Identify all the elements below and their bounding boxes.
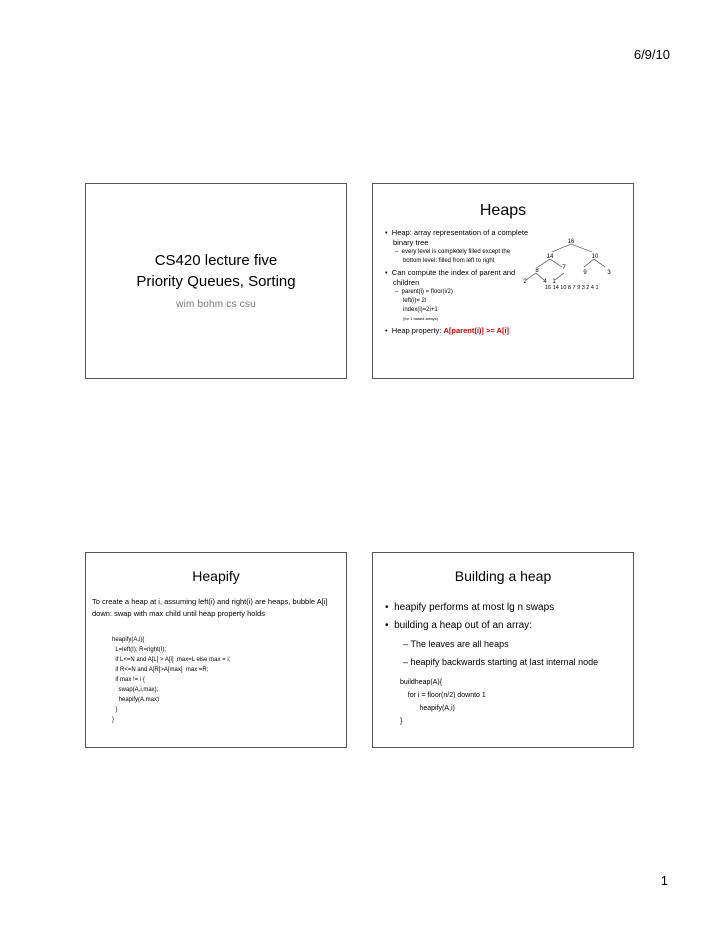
code-line: for i = floor(n/2) downto 1 xyxy=(400,692,486,699)
code-line: swap(A,i,max); xyxy=(112,687,159,693)
code-line: if L<=N and A[L] > A[i] max=L else max = i; xyxy=(112,657,231,663)
code-line: } xyxy=(112,717,115,723)
slide-title-heading xyxy=(86,250,346,292)
tree-node: 9 xyxy=(583,270,587,276)
tree-node: 7 xyxy=(562,265,566,271)
slide-building-heap xyxy=(372,552,634,748)
code-block xyxy=(112,635,230,725)
sub-bullet: – The leaves are all heaps xyxy=(403,639,509,649)
author: wim bohm cs csu xyxy=(176,299,256,310)
code-line: } xyxy=(112,707,118,713)
slide-heading: Heapify xyxy=(192,568,240,584)
formula: index(i)=2i+1 xyxy=(403,307,438,313)
sub-bullet: – parent(i) = floor(i/2) xyxy=(395,289,453,295)
bullet: • heapify performs at most lg n swaps xyxy=(385,602,555,613)
page-number: 1 xyxy=(660,873,668,888)
sub-bullet: – every level is completely filled except the bottom level: filled from left to right xyxy=(395,249,511,264)
footnote: (for 1 based arrays) xyxy=(403,316,438,321)
heap-array: 16 14 10 8 7 9 3 2 4 1 xyxy=(545,285,599,291)
lecture-subtitle: Priority Queues, Sorting xyxy=(136,273,296,290)
lecture-title: CS420 lecture five xyxy=(154,252,278,269)
bullet-heap-property: • Heap property: A[parent(i)] >= A[i] xyxy=(385,326,510,335)
code-line: buildheap(A){ xyxy=(400,679,443,686)
tree-node: 4 xyxy=(543,279,547,284)
code-line: if R<=N and A[R]>A[max] max =R; xyxy=(112,667,209,673)
code-line: } xyxy=(400,718,403,725)
date: 6/9/10 xyxy=(633,47,670,62)
tree-node: 2 xyxy=(523,279,527,284)
bullet: • Heap: array representation of a complete binary tree xyxy=(385,228,529,247)
code-block xyxy=(400,676,486,728)
slide-heading: Building a heap xyxy=(454,568,552,584)
tree-node: 3 xyxy=(607,270,611,276)
tree-node: 14 xyxy=(546,254,554,260)
sub-bullet: – heapify backwards starting at last internal node xyxy=(403,657,599,667)
slide-heaps xyxy=(372,183,634,379)
code-line: L=left(I); R=right(I); xyxy=(112,647,167,653)
slide-title xyxy=(85,183,347,379)
slide-heading: Heaps xyxy=(479,202,527,219)
tree-node: 1 xyxy=(552,279,556,284)
intro-text: To create a heap at i, assuming left(i) and right(i) are heaps, bubble A[i] down: swap with max child until heap property holds xyxy=(92,597,328,618)
code-line: heapify(A.max) xyxy=(112,697,160,703)
binary-tree-diagram xyxy=(509,234,629,284)
heap-property-formula: A[parent(i)] >= A[i] xyxy=(443,326,510,335)
code-line: heapify(A,i) xyxy=(400,705,455,712)
code-line: heapify(A,i){ xyxy=(112,637,145,643)
bullet: • Can compute the index of parent and children xyxy=(385,268,516,287)
formula: left(i)= 2i xyxy=(403,298,427,304)
tree-node: 16 xyxy=(567,239,575,245)
code-line: if max != i { xyxy=(112,677,145,683)
bullet: • building a heap out of an array: xyxy=(385,620,532,631)
tree-node: 8 xyxy=(535,268,539,274)
slide-body xyxy=(385,599,630,671)
tree-node: 10 xyxy=(591,254,599,260)
slide-heapify xyxy=(85,552,347,748)
